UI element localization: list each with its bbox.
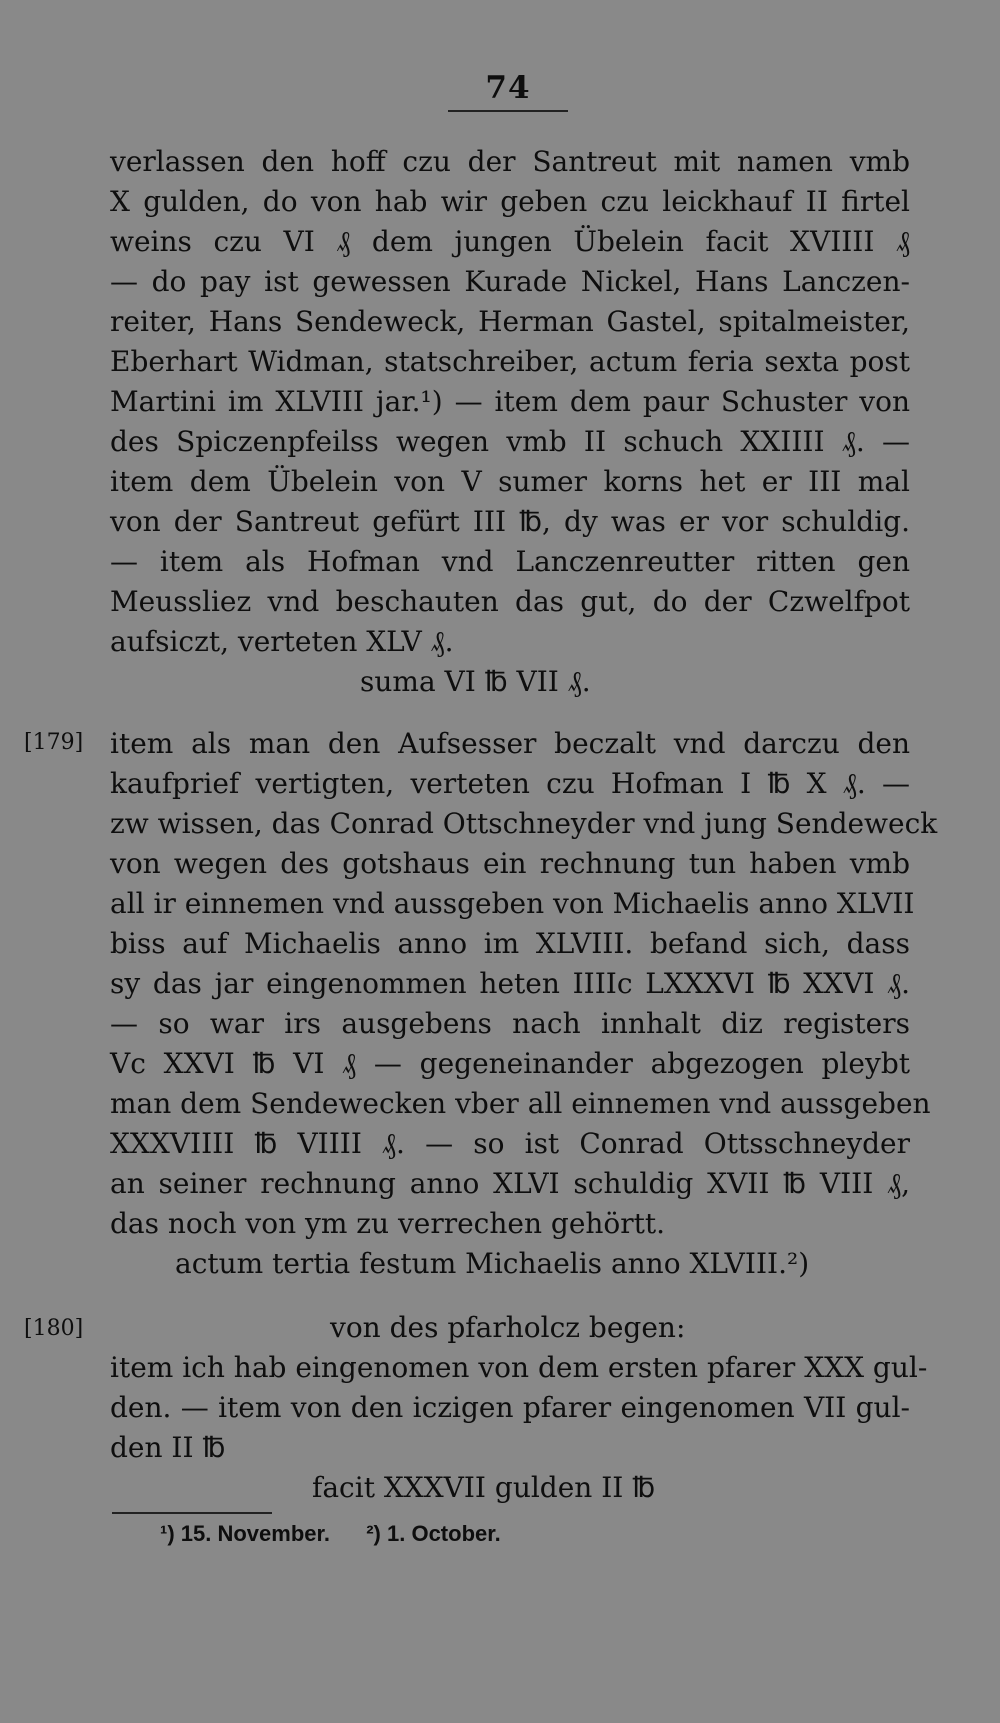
text-line: des Spiczenpfeilss wegen vmb II schuch XXIIII ₰. — bbox=[110, 425, 910, 458]
text-line: Vc XXVI ℔ VI ₰ — gegeneinander abgezogen pleybt bbox=[110, 1047, 910, 1080]
text-line: kaufprief vertigten, verteten czu Hofman I ℔ X ₰. — bbox=[110, 767, 910, 800]
text-line: aufsiczt, verteten XLV ₰. bbox=[110, 625, 454, 658]
footnote-mark: ¹) bbox=[160, 1521, 175, 1546]
text-line: reiter, Hans Sendeweck, Herman Gastel, spitalmeister, bbox=[110, 305, 910, 338]
marginal-number: [179] bbox=[24, 730, 84, 755]
page-number: 74 bbox=[485, 70, 531, 106]
text-line: all ir einnemen vnd aussgeben von Michaelis anno XLVII bbox=[110, 887, 915, 920]
sum-line: actum tertia festum Michaelis anno XLVIII.²) bbox=[175, 1247, 810, 1280]
text-line: item dem Übelein von V sumer korns het er III mal bbox=[110, 465, 910, 498]
footnotes bbox=[160, 1518, 501, 1550]
text-line: von der Santreut gefürt III ℔, dy was er vor schuldig. bbox=[110, 505, 910, 538]
text-line: an seiner rechnung anno XLVI schuldig XVII ℔ VIII ₰, bbox=[110, 1167, 910, 1200]
text-line: — item als Hofman vnd Lanczenreutter ritten gen bbox=[110, 545, 910, 578]
text-line: den. — item von den iczigen pfarer eingenomen VII gul- bbox=[110, 1391, 910, 1424]
text-line: zw wissen, das Conrad Ottschneyder vnd jung Sendeweck bbox=[110, 807, 938, 840]
text-line: den II ℔ bbox=[110, 1431, 226, 1464]
text-line: item ich hab eingenomen von dem ersten pfarer XXX gul- bbox=[110, 1351, 928, 1384]
text-line: Meussliez vnd beschauten das gut, do der Czwelfpot bbox=[110, 585, 910, 618]
sum-line: facit XXXVII gulden II ℔ bbox=[312, 1471, 656, 1504]
sum-line: suma VI ℔ VII ₰. bbox=[360, 665, 591, 698]
text-line: sy das jar eingenommen heten IIIIc LXXXVI ℔ XXVI ₰. bbox=[110, 967, 910, 1000]
text-line: weins czu VI ₰ dem jungen Übelein facit XVIIII ₰ bbox=[110, 225, 910, 258]
header-rule bbox=[448, 110, 568, 112]
text-line: XXXVIIII ℔ VIIII ₰. — so ist Conrad Ottsschneyder bbox=[110, 1127, 910, 1160]
footnote: 1. October. bbox=[387, 1521, 501, 1546]
footnote-rule bbox=[112, 1512, 272, 1514]
text-line: Eberhart Widman, statschreiber, actum feria sexta post bbox=[110, 345, 910, 378]
text-line: verlassen den hoff czu der Santreut mit namen vmb bbox=[110, 145, 910, 178]
text-line: biss auf Michaelis anno im XLVIII. befand sich, dass bbox=[110, 927, 910, 960]
text-line: das noch von ym zu verrechen gehörtt. bbox=[110, 1207, 666, 1240]
footnote-mark: ²) bbox=[366, 1521, 381, 1546]
text-line: — do pay ist gewessen Kurade Nickel, Hans Lanczen- bbox=[110, 265, 910, 298]
text-line: item als man den Aufsesser beczalt vnd darczu den bbox=[110, 727, 910, 760]
text-line: — so war irs ausgebens nach innhalt diz registers bbox=[110, 1007, 910, 1040]
text-line: von wegen des gotshaus ein rechnung tun haben vmb bbox=[110, 847, 910, 880]
footnote: 15. November. bbox=[180, 1521, 330, 1546]
section-heading: von des pfarholcz begen: bbox=[330, 1311, 686, 1344]
text-line: Martini im XLVIII jar.¹) — item dem paur Schuster von bbox=[110, 385, 910, 418]
marginal-number: [180] bbox=[24, 1316, 84, 1341]
text-line: X gulden, do von hab wir geben czu leickhauf II firtel bbox=[110, 185, 910, 218]
text-line: man dem Sendewecken vber all einnemen vnd aussgeben bbox=[110, 1087, 931, 1120]
